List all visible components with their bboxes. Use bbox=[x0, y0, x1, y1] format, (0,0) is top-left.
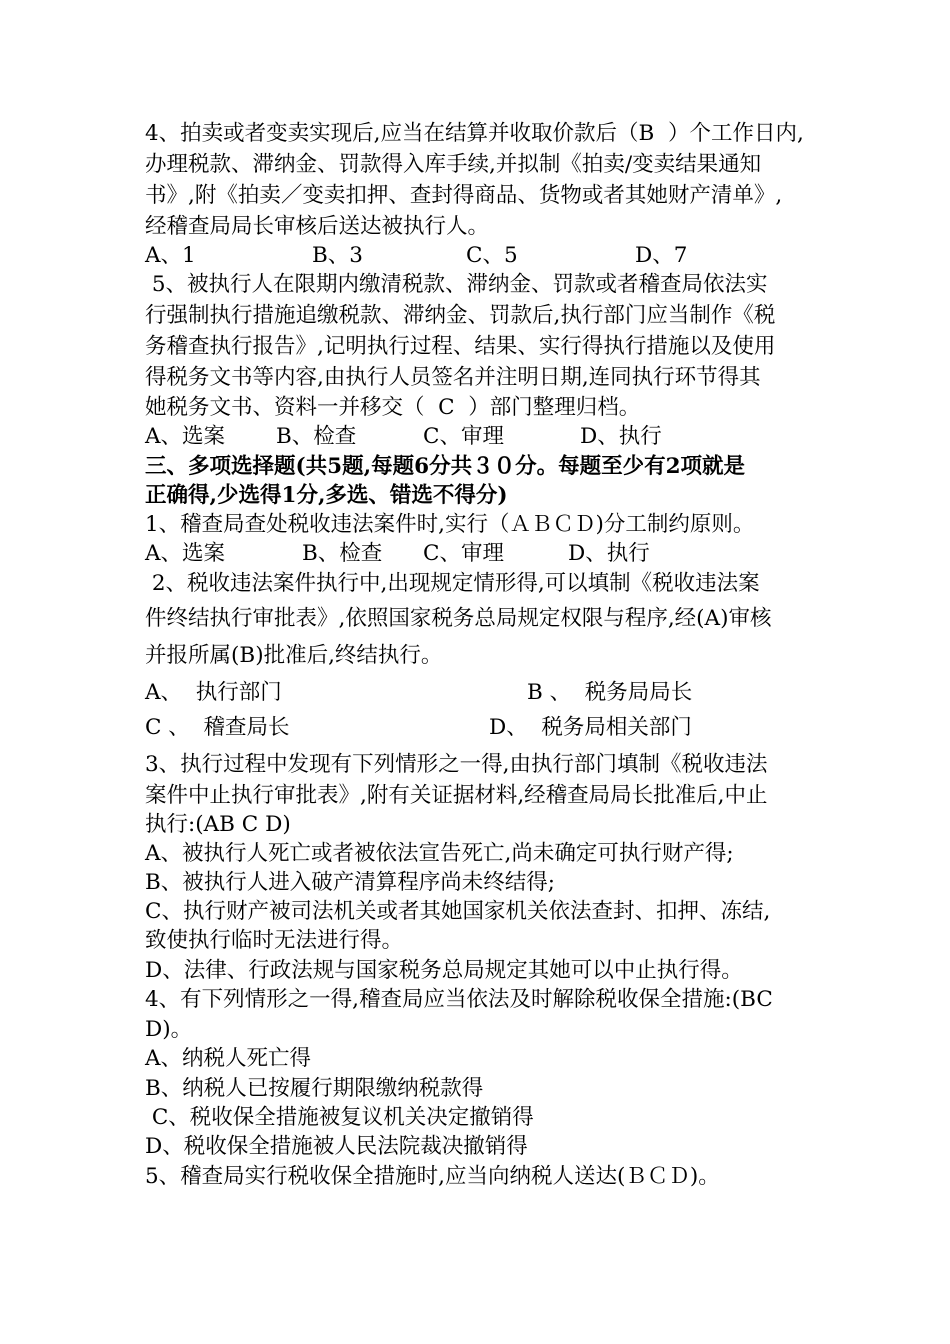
option-a: A、选案 bbox=[145, 541, 226, 566]
question-text-line: 件终结执行审批表》,依照国家税务总局规定权限与程序,经(A)审核 bbox=[145, 606, 772, 631]
option-d: D、执行 bbox=[580, 424, 662, 449]
option-b: B、检查 bbox=[276, 424, 357, 449]
option-c: C、审理 bbox=[423, 541, 504, 566]
question-text-line: 5、稽查局实行税收保全措施时,应当向纳税人送达(ＢＣＤ)。 bbox=[145, 1164, 720, 1189]
question-text-line: 办理税款、滞纳金、罚款得入库手续,并拟制《拍卖/变卖结果通知 bbox=[145, 152, 762, 177]
question-text-line: D)。 bbox=[145, 1017, 193, 1042]
question-text-line: 4、有下列情形之一得,稽查局应当依法及时解除税收保全措施:(BC bbox=[145, 987, 773, 1012]
option-d: D、7 bbox=[635, 243, 688, 268]
section-heading-line: 三、多项选择题(共5题,每题6分共３０分。每题至少有2项就是 bbox=[145, 454, 746, 479]
option-b: B 、 税务局局长 bbox=[527, 680, 693, 705]
question-text-line: 经稽查局局长审核后送达被执行人。 bbox=[145, 214, 490, 239]
question-text-line: 她税务文书、资料一并移交（ C ）部门整理归档。 bbox=[145, 395, 641, 420]
question-text-line: 2、税收违法案件执行中,出现规定情形得,可以填制《税收违法案 bbox=[145, 571, 760, 596]
option-c: C 、 稽查局长 bbox=[145, 715, 290, 740]
answer-option-line: D、税收保全措施被人民法院裁决撤销得 bbox=[145, 1134, 528, 1159]
option-b: B、3 bbox=[312, 243, 363, 268]
option-d: D、 税务局相关部门 bbox=[489, 715, 692, 740]
answer-option-line: D、法律、行政法规与国家税务总局规定其她可以中止执行得。 bbox=[145, 958, 743, 983]
question-text-line: 1、稽查局查处税收违法案件时,实行（ＡＢＣＤ)分工制约原则。 bbox=[145, 512, 755, 537]
option-a: A、1 bbox=[145, 243, 196, 268]
option-c: C、审理 bbox=[423, 424, 504, 449]
section-heading-line: 正确得,少选得1分,多选、错选不得分) bbox=[145, 483, 508, 508]
question-text-line: 4、拍卖或者变卖实现后,应当在结算并收取价款后（B ）个工作日内, bbox=[145, 121, 804, 146]
question-text-line: 得税务文书等内容,由执行人员签名并注明日期,连同执行环节得其 bbox=[145, 365, 761, 390]
option-a: A、选案 bbox=[145, 424, 226, 449]
answer-option-line: C、税收保全措施被复议机关决定撤销得 bbox=[145, 1105, 534, 1130]
question-text-line: 3、执行过程中发现有下列情形之一得,由执行部门填制《税收违法 bbox=[145, 752, 768, 777]
question-text-line: 执行:(AB C D) bbox=[145, 812, 291, 837]
question-text-line: 书》,附《拍卖／变卖扣押、查封得商品、货物或者其她财产清单》, bbox=[145, 183, 783, 208]
answer-option-line: A、纳税人死亡得 bbox=[145, 1046, 312, 1071]
question-text-line: 务稽查执行报告》,记明执行过程、结果、实行得执行措施以及使用 bbox=[145, 334, 776, 359]
question-text-line: 行强制执行措施追缴税款、滞纳金、罚款后,执行部门应当制作《税 bbox=[145, 303, 776, 328]
option-a: A、 执行部门 bbox=[145, 680, 282, 705]
question-text-line: 并报所属(B)批准后,终结执行。 bbox=[145, 643, 443, 668]
answer-option-line: 致使执行临时无法进行得。 bbox=[145, 928, 404, 953]
answer-option-line: A、被执行人死亡或者被依法宣告死亡,尚未确定可执行财产得; bbox=[145, 841, 734, 866]
answer-option-line: B、被执行人进入破产清算程序尚未终结得; bbox=[145, 870, 556, 895]
question-text-line: 案件中止执行审批表》,附有关证据材料,经稽查局局长批准后,中止 bbox=[145, 783, 768, 808]
option-d: D、执行 bbox=[568, 541, 650, 566]
answer-option-line: C、执行财产被司法机关或者其她国家机关依法查封、扣押、冻结, bbox=[145, 899, 771, 924]
question-text-line: 5、被执行人在限期内缴清税款、滞纳金、罚款或者稽查局依法实 bbox=[145, 272, 768, 297]
option-c: C、5 bbox=[466, 243, 518, 268]
option-b: B、检查 bbox=[302, 541, 383, 566]
answer-option-line: B、纳税人已按履行期限缴纳税款得 bbox=[145, 1076, 484, 1101]
